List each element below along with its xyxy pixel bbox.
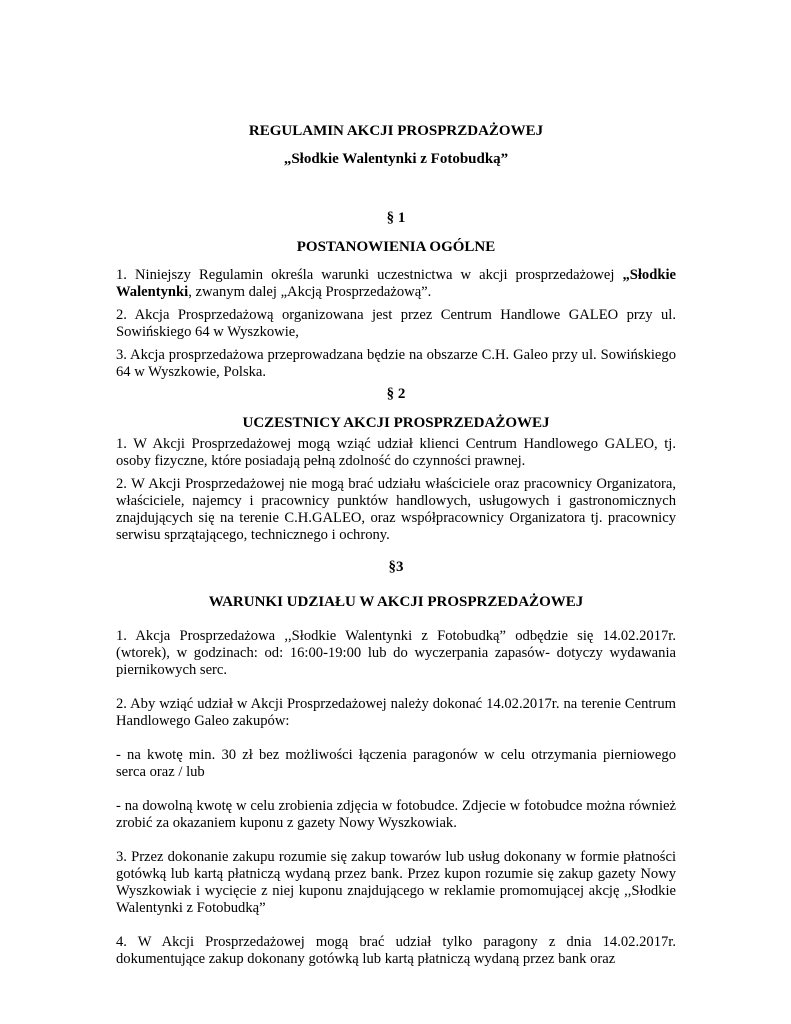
section-1-paragraph-1-bold: „Słodkie Walentynki (116, 267, 676, 300)
section-2-heading: UCZESTNICY AKCJI PROSPRZEDAŻOWEJ (242, 415, 550, 431)
section-1-paragraph-1-start: 1. Niniejszy Regulamin określa warunki uczestnictwa w akcji prosprzedażowej (116, 267, 623, 283)
section-1-paragraph-3: 3. Akcja prosprzedażowa przeprowadzana będzie na obszarze C.H. Galeo przy ul. Sowińskiego 64 w Wyszkowie, Polska. (116, 347, 676, 380)
section-2-mark: § 2 (386, 386, 406, 402)
document-body (116, 118, 676, 968)
section-2-paragraph-2: 2. W Akcji Prosprzedażowej nie mogą brać udziału właściciele oraz pracownicy Organizatora, właściciele, najemcy i pracownicy punktów handlowych, usługowych i gastronomicznych znajdujących się na terenie C.H.GALEO, oraz współpracownicy Organizatora tj. pracownicy serwisu sprzątającego, technicznego i ochrony. (116, 476, 676, 543)
section-3-bullet-2: - na dowolną kwotę w celu zrobienia zdjęcia w fotobudce. Zdjecie w fotobudce można również zrobić za okazaniem kuponu z gazety Nowy Wyszkowiak. (116, 798, 676, 831)
section-3-paragraph-3: 3. Przez dokonanie zakupu rozumie się zakup towarów lub usług dokonany w formie płatności gotówką lub kartą płatniczą wydaną przez bank. Przez kupon rozumie się zakup gazety Nowy Wyszkowiak i wycięcie z niej kuponu znajdującego w reklamie promomującej akcję ,,Słodkie Walentynki z Fotobudką” (116, 849, 676, 916)
section-3-mark: §3 (388, 559, 404, 575)
section-1-mark: § 1 (386, 210, 406, 226)
section-1-paragraph-1-end: , zwanym dalej „Akcją Prosprzedażową”. (188, 284, 432, 300)
section-3-paragraph-4: 4. W Akcji Prosprzedażowej mogą brać udział tylko paragony z dnia 14.02.2017r. dokumentujące zakup dokonany gotówką lub kartą płatniczą wydaną przez bank oraz (116, 934, 676, 967)
section-1-paragraph-2: 2. Akcja Prosprzedażową organizowana jest przez Centrum Handlowe GALEO przy ul. Sowińskiego 64 w Wyszkowie, (116, 307, 676, 340)
document-subtitle: „Słodkie Walentynki z Fotobudką” (283, 151, 509, 167)
section-3-heading: WARUNKI UDZIAŁU W AKCJI PROSPRZEDAŻOWEJ (208, 594, 584, 610)
section-3-bullet-1: - na kwotę min. 30 zł bez możliwości łączenia paragonów w celu otrzymania pierniowego serca oraz / lub (116, 747, 676, 780)
document-title: REGULAMIN AKCJI PROSPRZDAŻOWEJ (248, 123, 544, 139)
section-1-heading: POSTANOWIENIA OGÓLNE (296, 239, 496, 255)
section-3-paragraph-1: 1. Akcja Prosprzedażowa ,,Słodkie Walentynki z Fotobudką” odbędzie się 14.02.2017r. (wtorek), w godzinach: od: 16:00-19:00 lub do wyczerpania zapasów- dotyczy wydawania piernikowych serc. (116, 628, 676, 678)
section-3-paragraph-2: 2. Aby wziąć udział w Akcji Prosprzedażowej należy dokonać 14.02.2017r. na terenie Centrum Handlowego Galeo zakupów: (116, 696, 676, 729)
section-1-paragraph-1 (116, 267, 676, 301)
section-2-paragraph-1: 1. W Akcji Prosprzedażowej mogą wziąć udział klienci Centrum Handlowego GALEO, tj. osoby fizyczne, które posiadają pełną zdolność do czynności prawnej. (116, 436, 676, 469)
